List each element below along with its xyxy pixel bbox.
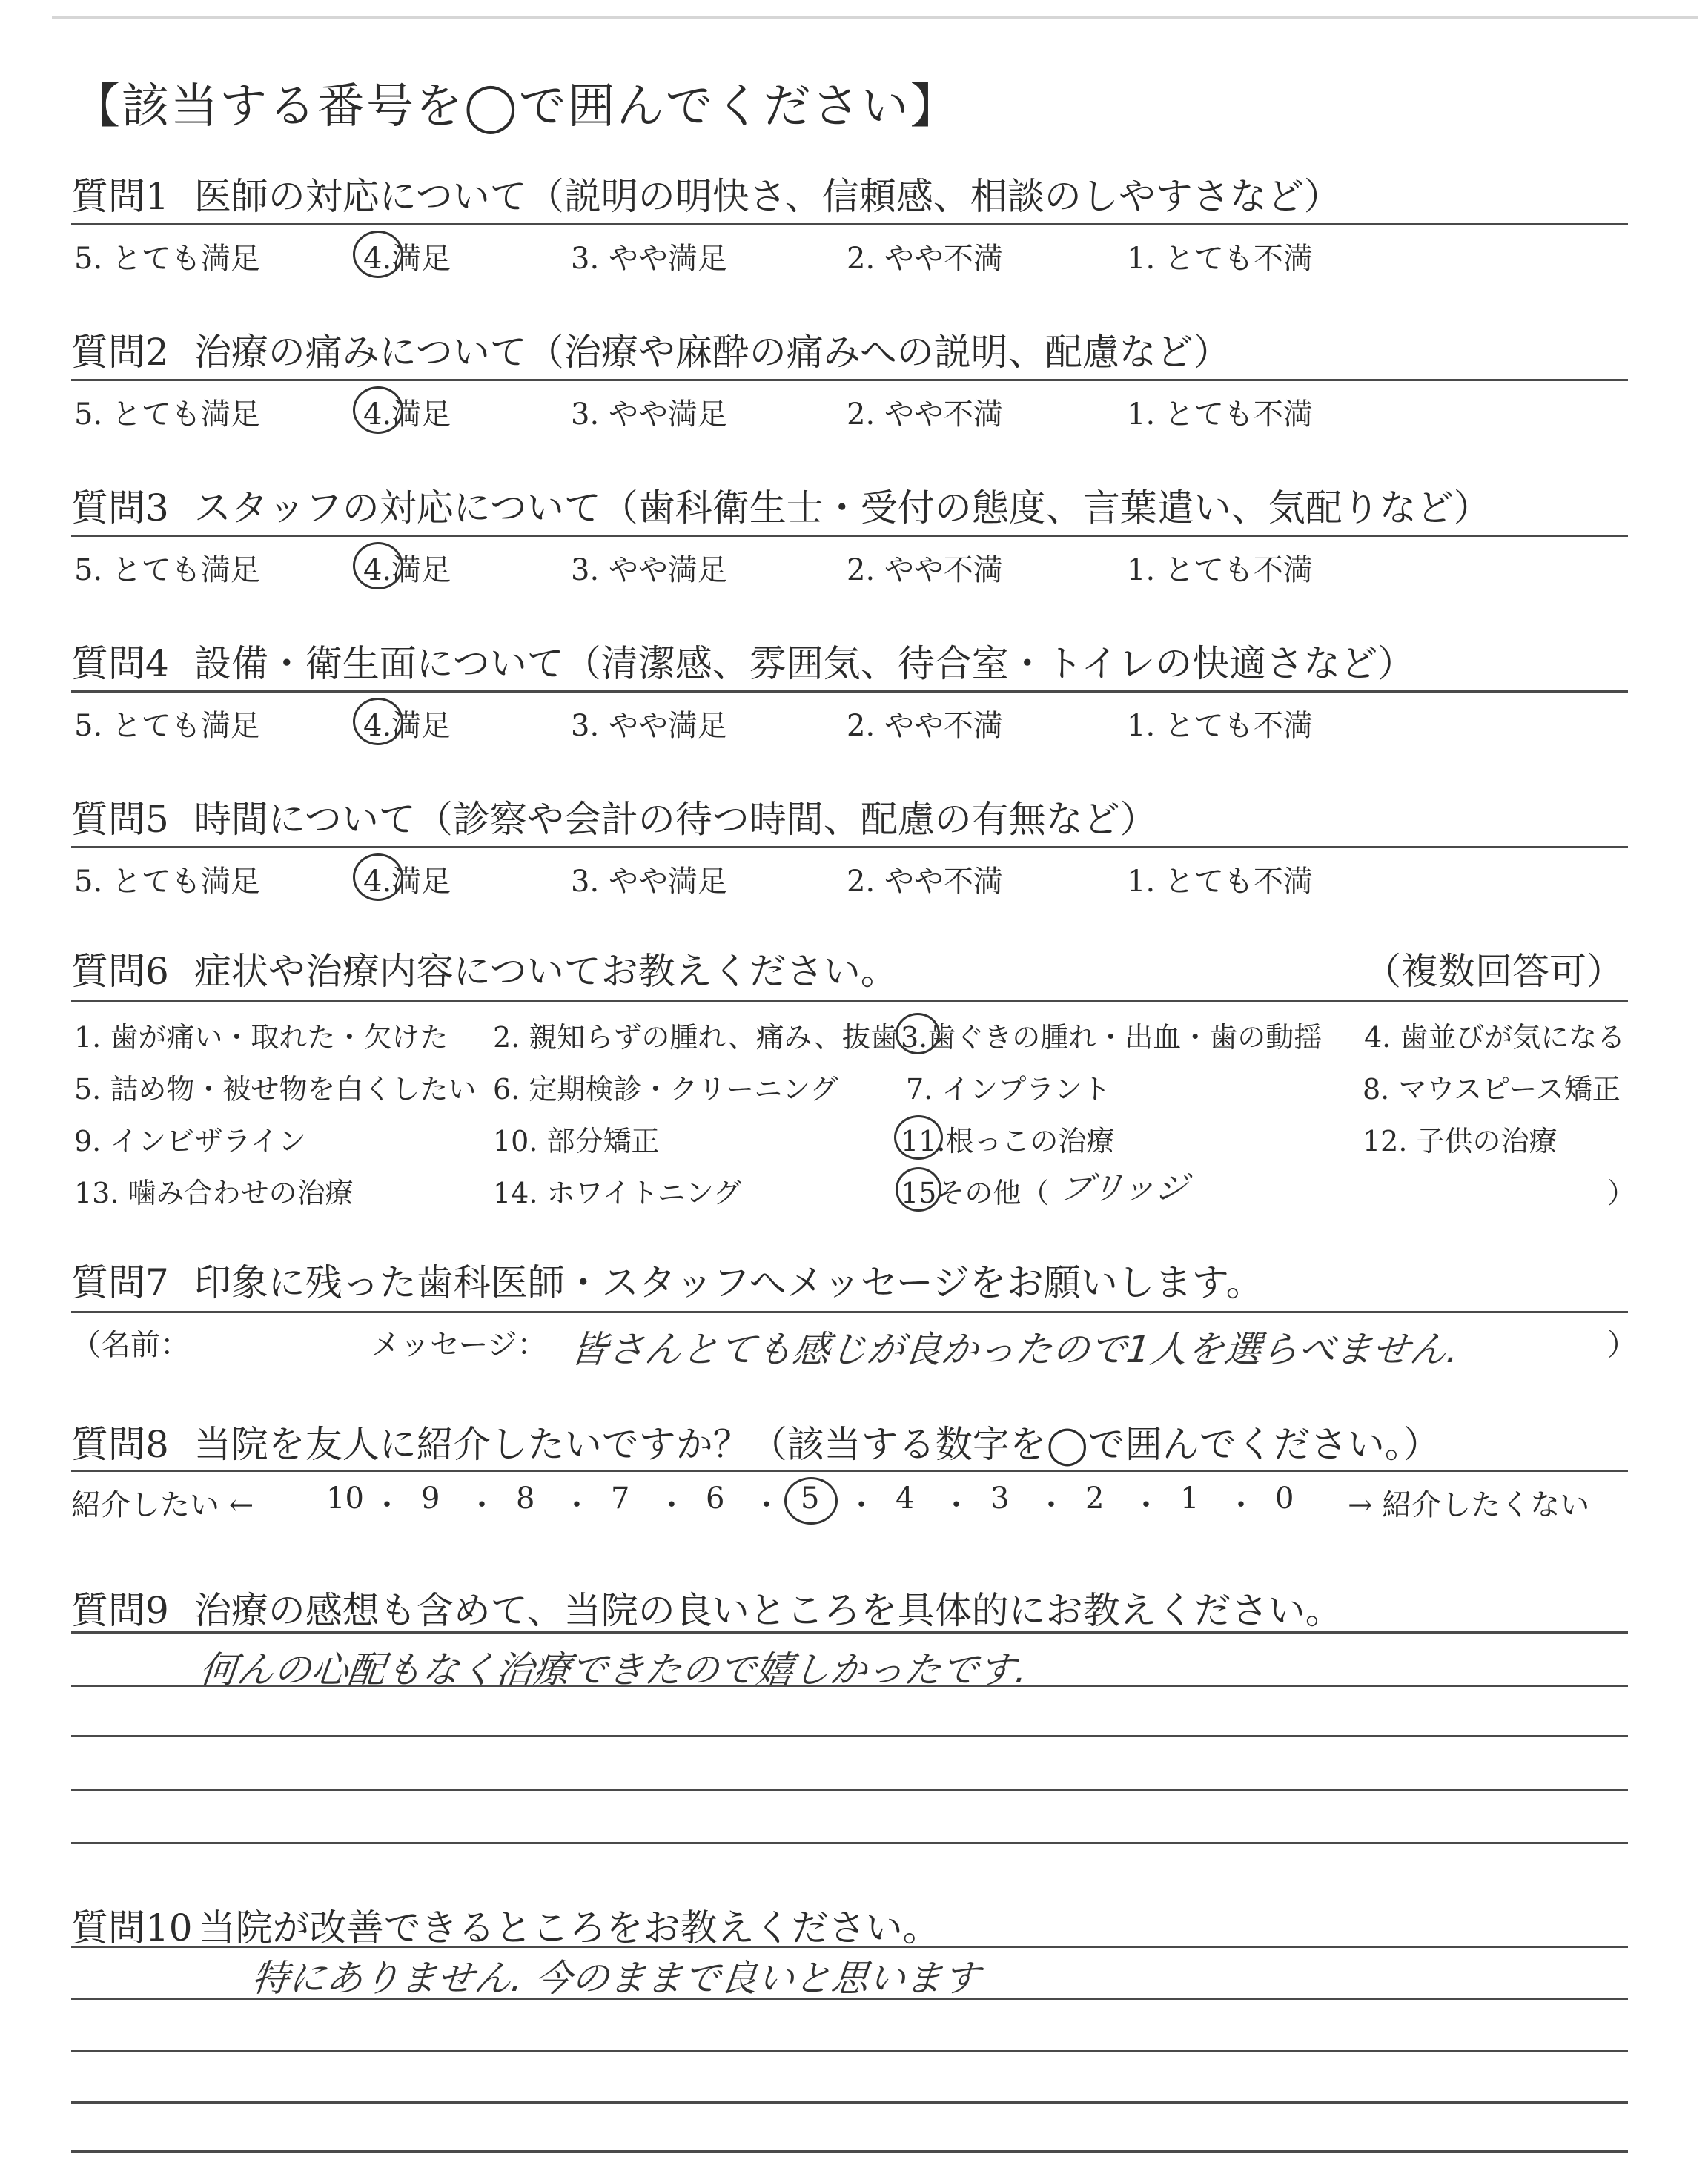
q8-scale-0[interactable]: 0	[1275, 1482, 1294, 1516]
q8-scale-2[interactable]: 2	[1085, 1482, 1105, 1516]
q1-number: 質問1	[71, 175, 169, 218]
q5-option-2[interactable]: 2. やや不満	[847, 865, 1003, 899]
q10-text: 当院が改善できるところをお教えください。	[198, 1906, 940, 1949]
q8-scale-3[interactable]: 3	[990, 1482, 1010, 1516]
q5-heading	[71, 790, 1157, 843]
q8-rule	[71, 1470, 1628, 1472]
q2-option-2[interactable]: 2. やや不満	[847, 397, 1003, 432]
q4-heading	[71, 634, 1414, 687]
q6-option-11-circle	[894, 1115, 943, 1160]
q6-option-3-circle	[896, 1013, 940, 1054]
q7-message-label: メッセージ：	[371, 1328, 547, 1362]
q4-text: 設備・衛生面について（清潔感、雰囲気、待合室・トイレの快適さなど）	[193, 642, 1415, 685]
q8-scale-separator: ・	[941, 1488, 971, 1522]
q2-selected-circle	[353, 386, 403, 434]
q6-note: （複数回答可）	[1364, 950, 1623, 993]
q7-heading	[71, 1253, 1263, 1307]
q2-option-4[interactable]: 4.満足	[363, 397, 451, 432]
top-divider	[52, 16, 1698, 19]
q4-number: 質問4	[71, 642, 169, 685]
q6-option-15[interactable]: 15その他（	[901, 1177, 1050, 1209]
q10-line-3	[71, 2050, 1628, 2052]
q7-message-handwritten: 皆さんとても感じが良かったので1人を選らべません.	[568, 1328, 1461, 1371]
q8-scale-separator: ・	[847, 1488, 876, 1522]
q10-handwritten: 特にありません. 今のままで良いと思います	[249, 1957, 982, 2000]
q9-heading	[71, 1581, 1343, 1634]
q4-option-1[interactable]: 1. とても不満	[1127, 709, 1313, 743]
q8-scale-separator: ・	[1131, 1488, 1161, 1522]
q2-option-1[interactable]: 1. とても不満	[1127, 397, 1313, 432]
q3-option-2[interactable]: 2. やや不満	[847, 553, 1003, 587]
q1-selected-circle	[353, 231, 403, 278]
q4-option-4[interactable]: 4.満足	[363, 709, 451, 743]
q8-right-label: → 紹介したくない	[1348, 1488, 1590, 1522]
q3-option-3[interactable]: 3. やや満足	[571, 553, 727, 587]
q6-option-7[interactable]: 7. インプラント	[906, 1073, 1111, 1106]
q8-scale-8[interactable]: 8	[516, 1482, 535, 1516]
q6-option-1[interactable]: 1. 歯が痛い・取れた・欠けた	[74, 1021, 448, 1054]
q7-close: ）	[1607, 1328, 1637, 1362]
q6-option-10[interactable]: 10. 部分矯正	[493, 1125, 660, 1157]
q5-option-4[interactable]: 4.満足	[363, 865, 451, 899]
q10-line-2	[71, 1998, 1628, 2000]
q4-selected-circle	[353, 698, 403, 745]
q8-scale-10[interactable]: 10	[326, 1482, 364, 1516]
q8-scale-4[interactable]: 4	[896, 1482, 915, 1516]
q3-option-4[interactable]: 4.満足	[363, 553, 451, 587]
q8-scale-7[interactable]: 7	[611, 1482, 630, 1516]
q6-text: 症状や治療内容についてお教えください。	[193, 950, 898, 993]
q8-scale-separator: ・	[1036, 1488, 1066, 1522]
q6-other-close: ）	[1607, 1177, 1636, 1209]
q6-other-handwritten: ブリッジ	[1057, 1169, 1190, 1207]
q9-line-1	[71, 1631, 1628, 1634]
q8-scale-6[interactable]: 6	[706, 1482, 725, 1516]
q8-scale-separator: ・	[752, 1488, 781, 1522]
q2-text: 治療の痛みについて（治療や麻酔の痛みへの説明、配慮など）	[193, 331, 1231, 374]
q10-line-4	[71, 2101, 1628, 2104]
q6-option-15-circle	[896, 1167, 941, 1212]
q8-scale-9[interactable]: 9	[421, 1482, 440, 1516]
q3-number: 質問3	[71, 486, 169, 529]
q3-heading	[71, 478, 1491, 532]
q9-text: 治療の感想も含めて、当院の良いところを具体的にお教えください。	[193, 1589, 1343, 1632]
q1-text: 医師の対応について（説明の明快さ、信頼感、相談のしやすさなど）	[193, 175, 1341, 218]
q1-option-1[interactable]: 1. とても不満	[1127, 242, 1313, 276]
q2-option-5[interactable]: 5. とても満足	[74, 397, 260, 432]
q3-rule	[71, 535, 1628, 537]
q8-selected-circle	[784, 1477, 838, 1525]
q9-line-2	[71, 1685, 1628, 1687]
q6-option-3[interactable]: 3.歯ぐきの腫れ・出血・歯の動揺	[901, 1021, 1323, 1054]
q9-line-3	[71, 1735, 1628, 1737]
q10-line-1	[71, 1946, 1628, 1948]
q3-option-5[interactable]: 5. とても満足	[74, 553, 260, 587]
q3-option-1[interactable]: 1. とても不満	[1127, 553, 1313, 587]
page-title: 【該当する番号を◯で囲んでください】	[73, 79, 959, 134]
q1-option-5[interactable]: 5. とても満足	[74, 242, 260, 276]
q8-scale-separator: ・	[467, 1488, 497, 1522]
q9-handwritten: 何んの心配もなく治療できたので嬉しかったです.	[197, 1648, 1030, 1691]
q6-option-6[interactable]: 6. 定期検診・クリーニング	[493, 1073, 838, 1106]
q2-heading	[71, 323, 1231, 376]
q2-rule	[71, 379, 1628, 381]
q1-heading	[71, 167, 1341, 220]
q3-text: スタッフの対応について（歯科衛生士・受付の態度、言葉遣い、気配りなど）	[193, 486, 1491, 529]
q10-heading	[71, 1898, 940, 1952]
q8-text: 当院を友人に紹介したいですか？（該当する数字を◯で囲んでください。）	[193, 1423, 1440, 1466]
q9-line-4	[71, 1789, 1628, 1791]
q2-option-3[interactable]: 3. やや満足	[571, 397, 727, 432]
q1-rule	[71, 223, 1628, 225]
q6-option-9[interactable]: 9. インビザライン	[74, 1125, 307, 1157]
q8-heading	[71, 1415, 1440, 1468]
q10-line-5	[71, 2150, 1628, 2153]
q7-name-label: （名前：	[71, 1328, 190, 1362]
q5-rule	[71, 846, 1628, 848]
q5-selected-circle	[353, 853, 403, 901]
q7-text: 印象に残った歯科医師・スタッフへメッセージをお願いします。	[193, 1261, 1263, 1304]
q8-scale-separator: ・	[1226, 1488, 1256, 1522]
q8-scale-separator: ・	[562, 1488, 592, 1522]
q6-option-4[interactable]: 4. 歯並びが気になる	[1364, 1021, 1626, 1054]
q7-number: 質問7	[71, 1261, 169, 1304]
q6-option-5[interactable]: 5. 詰め物・被せ物を白くしたい	[74, 1073, 477, 1106]
q8-scale-5[interactable]: 5	[801, 1482, 820, 1516]
q8-number: 質問8	[71, 1423, 169, 1466]
q7-rule	[71, 1311, 1628, 1313]
q9-line-5	[71, 1842, 1628, 1844]
q8-left-label: 紹介したい ←	[71, 1488, 254, 1522]
q4-option-2[interactable]: 2. やや不満	[847, 709, 1003, 743]
q4-option-5[interactable]: 5. とても満足	[74, 709, 260, 743]
q10-number: 質問10	[71, 1906, 193, 1949]
q5-number: 質問5	[71, 798, 169, 841]
q8-scale-separator: ・	[372, 1488, 402, 1522]
q5-option-1[interactable]: 1. とても不満	[1127, 865, 1313, 899]
q6-number: 質問6	[71, 950, 169, 993]
q8-scale-1[interactable]: 1	[1180, 1482, 1199, 1516]
q1-option-2[interactable]: 2. やや不満	[847, 242, 1003, 276]
q5-option-3[interactable]: 3. やや満足	[571, 865, 727, 899]
q1-option-4[interactable]: 4.満足	[363, 242, 451, 276]
q1-option-3[interactable]: 3. やや満足	[571, 242, 727, 276]
q6-option-8[interactable]: 8. マウスピース矯正	[1363, 1073, 1621, 1106]
q6-option-2[interactable]: 2. 親知らずの腫れ、痛み、抜歯	[493, 1021, 898, 1054]
q6-heading	[71, 942, 898, 995]
q3-selected-circle	[353, 542, 403, 589]
q9-number: 質問9	[71, 1589, 169, 1632]
q4-option-3[interactable]: 3. やや満足	[571, 709, 727, 743]
q8-scale-separator: ・	[657, 1488, 686, 1522]
q6-option-11[interactable]: 11.根っこの治療	[901, 1125, 1115, 1157]
q2-number: 質問2	[71, 331, 169, 374]
q6-option-12[interactable]: 12. 子供の治療	[1363, 1125, 1558, 1157]
q6-option-13[interactable]: 13. 噛み合わせの治療	[74, 1177, 354, 1209]
q6-rule	[71, 1000, 1628, 1002]
q5-option-5[interactable]: 5. とても満足	[74, 865, 260, 899]
q5-text: 時間について（診察や会計の待つ時間、配慮の有無など）	[193, 798, 1157, 841]
q6-option-14[interactable]: 14. ホワイトニング	[493, 1177, 742, 1209]
q4-rule	[71, 690, 1628, 693]
